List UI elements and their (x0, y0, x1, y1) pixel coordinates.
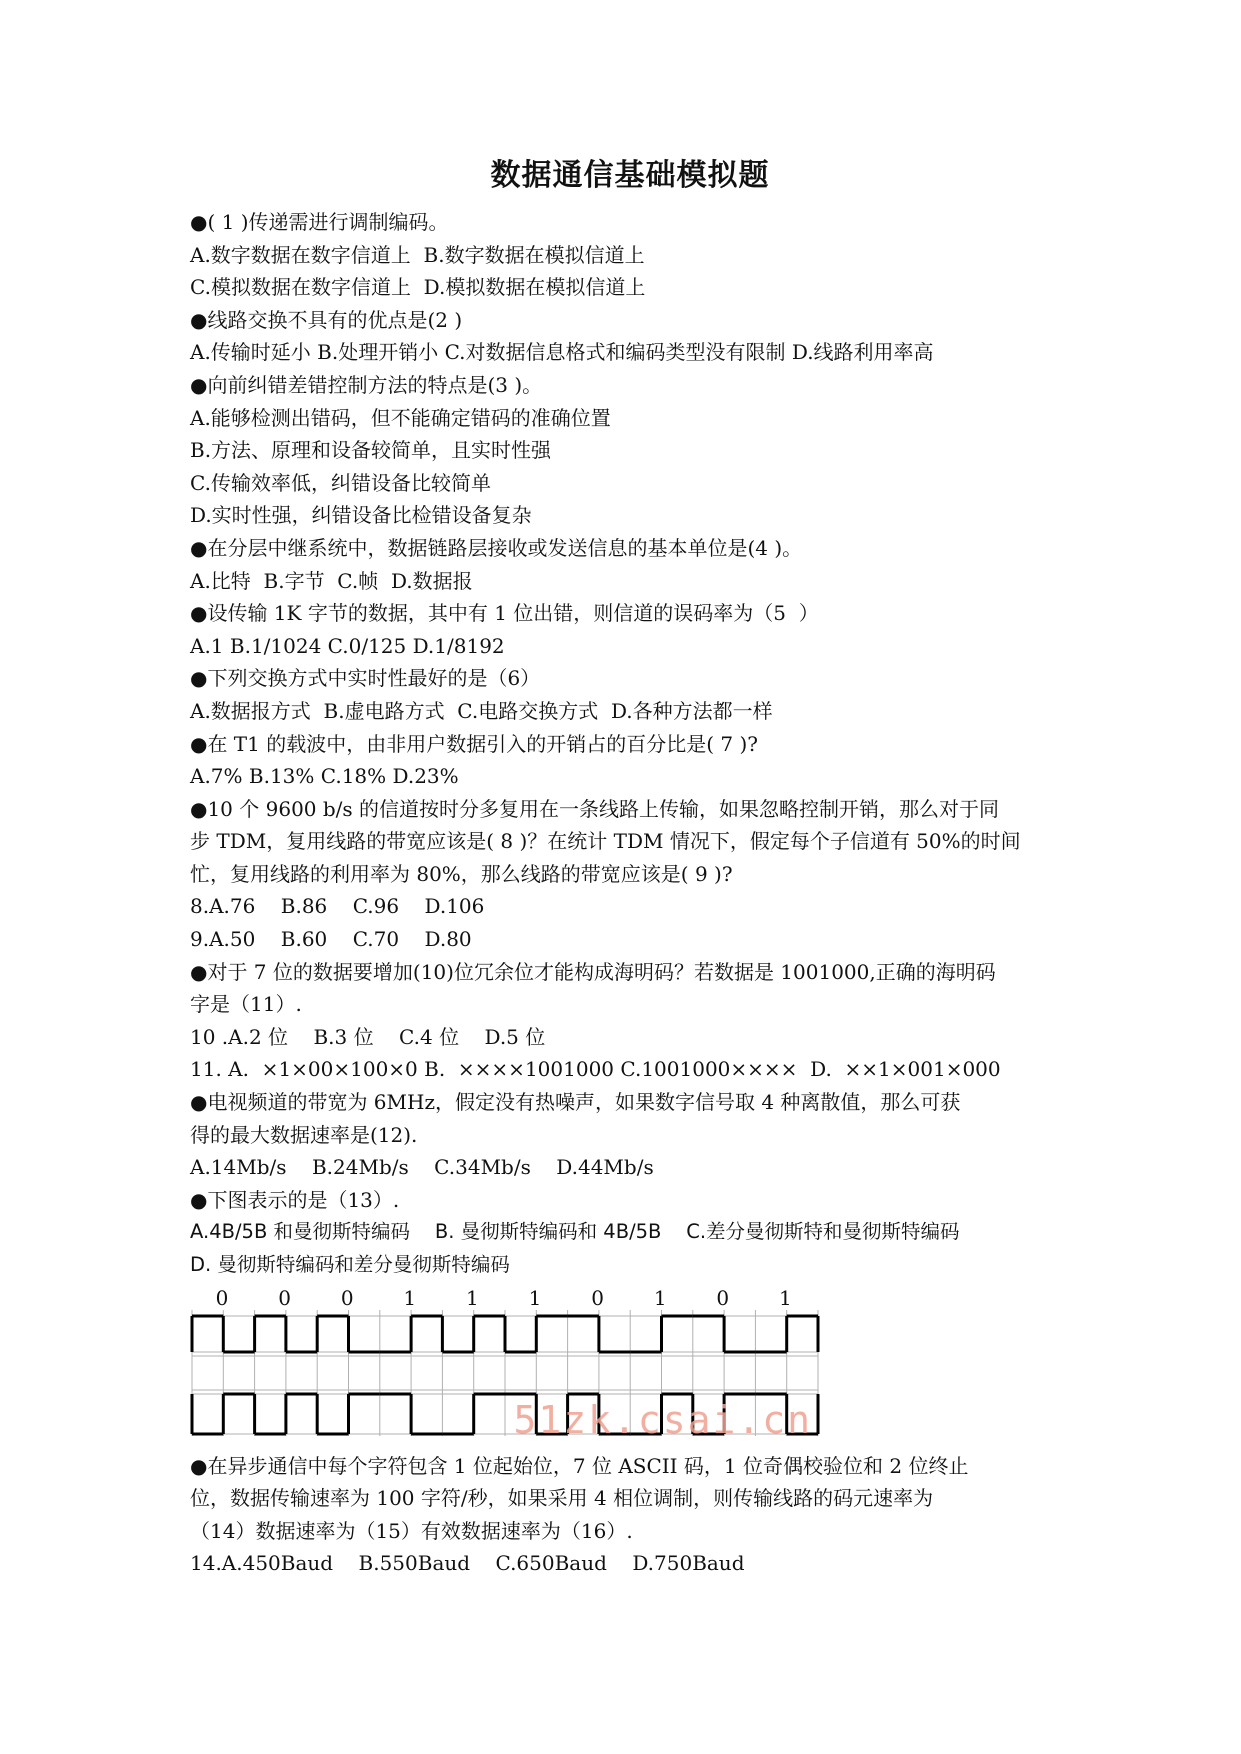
question-line-1: ●( 1 )传递需进行调制编码。 (190, 210, 449, 234)
question-line-23: 9.A.50 B.60 C.70 D.80 (190, 927, 472, 952)
question-tail-line-4: 14.A.450Baud B.550Baud C.650Baud D.750Baud (190, 1551, 745, 1576)
bit-label: 0 (591, 1285, 604, 1310)
question-line-12: A.比特 B.字节 C.帧 D.数据报 (190, 568, 473, 593)
question-line-17: ●在 T1 的载波中，由非用户数据引入的开销占的百分比是( 7 )? (190, 731, 758, 756)
page-title: 数据通信基础模拟题 (490, 158, 770, 193)
question-line-24: ●对于 7 位的数据要增加(10)位冗余位才能构成海明码？若数据是 1001000,正确的海明码 (190, 959, 996, 984)
question-line-19: ●10 个 9600 b/s 的信道按时分多复用在一条线路上传输，如果忽略控制开销，那么对于同 (190, 796, 1000, 821)
question-line-8: B.方法、原理和设备较简单，且实时性强 (190, 438, 552, 463)
bit-label: 0 (716, 1285, 730, 1310)
question-line-7: A.能够检测出错码，但不能确定错码的准确位置 (190, 405, 611, 430)
question-line-31: ●下图表示的是（13）. (190, 1187, 400, 1212)
question-line-27: 11. A. ×1×00×100×0 B. ××××1001000 C.1001000×××× D. ××1×001×000 (190, 1057, 1001, 1082)
question-line-15: ●下列交换方式中实时性最好的是（6） (190, 666, 541, 691)
bit-label: 1 (403, 1285, 417, 1310)
bit-label: 0 (215, 1285, 229, 1310)
question-tail-line-1: ●在异步通信中每个字符包含 1 位起始位，7 位 ASCII 码，1 位奇偶校验位和 2 位终止 (190, 1453, 969, 1478)
question-line-21: 忙，复用线路的利用率为 80%，那么线路的带宽应该是( 9 )? (190, 861, 733, 886)
question-line-29: 得的最大数据速率是(12). (190, 1122, 418, 1147)
question-line-14: A.1 B.1/1024 C.0/125 D.1/8192 (190, 633, 505, 658)
question-line-6: ●向前纠错差错控制方法的特点是(3 )。 (190, 372, 543, 397)
bit-label: 1 (528, 1285, 542, 1310)
q13-options-line-2: D. 曼彻斯特编码和差分曼彻斯特编码 (190, 1253, 510, 1276)
question-line-25: 字是（11）. (190, 992, 302, 1017)
document-page (190, 150, 1070, 1580)
bit-label: 1 (466, 1285, 479, 1310)
question-line-13: ●设传输 1K 字节的数据，其中有 1 位出错，则信道的误码率为（5 ） (190, 601, 819, 626)
question-tail-line-2: 位，数据传输速率为 100 字符/秒，如果采用 4 相位调制，则传输线路的码元速率为 (190, 1486, 934, 1511)
bit-label: 0 (278, 1285, 291, 1310)
bit-label: 1 (779, 1285, 792, 1310)
watermark: 51zk.csai.cn (513, 1397, 812, 1442)
bit-label: 0 (340, 1285, 354, 1310)
bit-sequence (190, 1286, 820, 1310)
question-line-11: ●在分层中继系统中，数据链路层接收或发送信息的基本单位是(4 )。 (190, 535, 803, 560)
question-line-28: ●电视频道的带宽为 6MHz，假定没有热噪声，如果数字信号取 4 种离散值，那么可获 (190, 1090, 961, 1115)
question-line-2: A.数字数据在数字信道上 B.数字数据在模拟信道上 (190, 242, 645, 267)
bit-label: 1 (653, 1285, 667, 1310)
q13-options-line-1: A.4B/5B 和曼彻斯特编码 B. 曼彻斯特编码和 4B/5B C.差分曼彻斯特和曼彻斯特编码 (190, 1220, 960, 1244)
questions-block-1 (190, 206, 1070, 1216)
question-line-3: C.模拟数据在数字信道上 D.模拟数据在模拟信道上 (190, 275, 646, 300)
question-line-22: 8.A.76 B.86 C.96 D.106 (190, 894, 485, 919)
question-line-9: C.传输效率低，纠错设备比较简单 (190, 470, 491, 495)
question-line-30: A.14Mb/s B.24Mb/s C.34Mb/s D.44Mb/s (190, 1155, 654, 1180)
question-line-26: 10 .A.2 位 B.3 位 C.4 位 D.5 位 (190, 1024, 546, 1049)
questions-block-2 (190, 1450, 1070, 1580)
question-tail-line-3: （14）数据速率为（15）有效数据速率为（16）. (190, 1518, 633, 1543)
question-line-20: 步 TDM，复用线路的带宽应该是( 8 )？在统计 TDM 情况下，假定每个子信道有 50%的时间 (190, 829, 1021, 854)
encoding-waveform-figure (190, 1286, 820, 1444)
question-line-4: ●线路交换不具有的优点是(2 ) (190, 307, 463, 332)
question-line-5: A.传输时延小 B.处理开销小 C.对数据信息格式和编码类型没有限制 D.线路利用率高 (190, 340, 934, 365)
question-line-16: A.数据报方式 B.虚电路方式 C.电路交换方式 D.各种方法都一样 (190, 698, 773, 723)
question-line-10: D.实时性强，纠错设备比检错设备复杂 (190, 503, 532, 528)
question-line-18: A.7% B.13% C.18% D.23% (190, 764, 459, 789)
